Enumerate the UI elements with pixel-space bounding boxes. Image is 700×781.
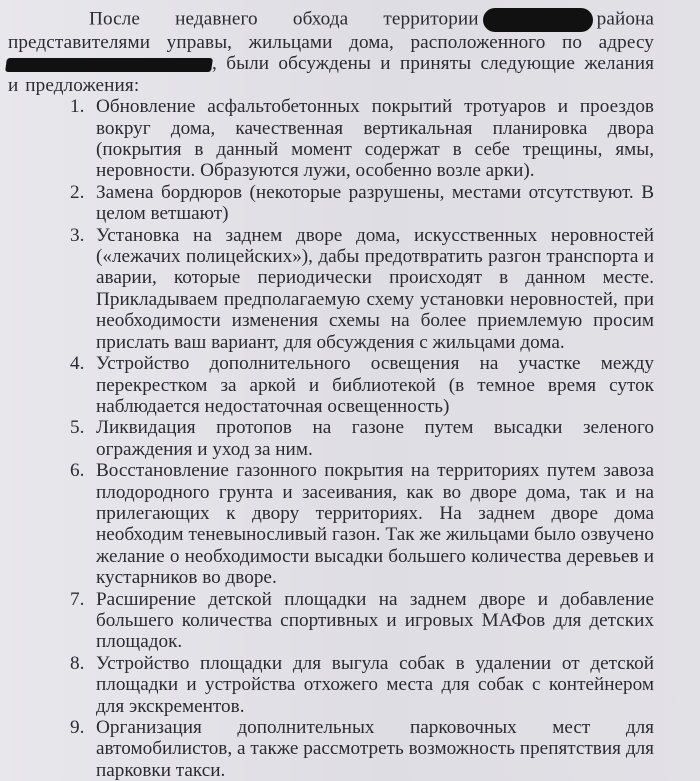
item-text: Замена бордюров (некоторые разрушены, местами отсутствуют. В целом ветшают) bbox=[96, 181, 654, 225]
list-item bbox=[8, 225, 654, 353]
intro-text-2: района представителями управы, жильцами дома, расположенного по адресу bbox=[8, 8, 654, 53]
intro-text-3: , были обсуждены и приняты следующие желания и предложения: bbox=[8, 53, 654, 96]
item-number: 7. bbox=[70, 588, 85, 610]
item-text: Восстановление газонного покрытия на территориях путем завоза плодородного грунта и засеивания, как во дворе дома, так и на прилегающих к двору территориях. На заднем дворе дома необходим теневыносливый газон. Так же жильцами было озвучено желание о необходимости высадки большего количества деревьев и кустарников во дворе. bbox=[96, 460, 654, 589]
redacted-district-block bbox=[483, 8, 593, 32]
item-number: 3. bbox=[70, 224, 85, 246]
item-text: Устройство площадки для выгула собак в удалении от детской площадки и устройства отхожего места для собак с контейнером для экскрементов. bbox=[96, 652, 654, 717]
list-item bbox=[8, 717, 654, 781]
item-text: Устройство дополнительного освещения на участке между перекрестком за аркой и библиотекой (в темное время суток наблюдается недостаточная освещенность) bbox=[96, 353, 654, 417]
item-text: Обновление асфальтобетонных покрытий тротуаров и проездов вокруг дома, качественная вертикальная планировка двора (покрытия в данный момент содержат в себе трещины, ямы, неровности. Образуются лужи, особенно возле арки). bbox=[96, 96, 654, 182]
item-text: Ликвидация протопов на газоне путем высадки зеленого ограждения и уход за ним. bbox=[96, 417, 654, 460]
list-item bbox=[8, 353, 654, 417]
item-text: Организация дополнительных парковочных мест для автомобилистов, а также рассмотреть возможность препятствия для парковки такси. bbox=[96, 717, 654, 781]
item-number: 9. bbox=[70, 717, 85, 738]
item-number: 5. bbox=[70, 417, 85, 439]
item-number: 2. bbox=[70, 181, 85, 203]
document-page bbox=[8, 8, 654, 781]
item-text: Установка на заднем дворе дома, искусственных неровностей («лежачих полицейских»), дабы предотвратить разгон транспорта и аварии, которые периодически происходят в данном месте. Прикладываем предполагаемую схему установки неровностей, при необходимости изменения схемы на более приемлемую просим прислать ваш вариант, для обсуждения с жильцами дома. bbox=[96, 224, 654, 353]
list-item bbox=[8, 653, 654, 717]
item-number: 1. bbox=[70, 96, 85, 118]
list-item bbox=[8, 417, 654, 460]
list-item bbox=[8, 182, 654, 225]
item-number: 4. bbox=[70, 353, 85, 375]
proposals-list bbox=[8, 96, 654, 781]
list-item bbox=[8, 96, 654, 182]
list-item bbox=[8, 460, 654, 588]
item-text: Расширение детской площадки на заднем дворе и добавление большего количества спортивных и игровых МАФов для детских площадок. bbox=[96, 588, 654, 653]
intro-paragraph bbox=[8, 8, 654, 96]
intro-text-1: После недавнего обхода территории bbox=[89, 8, 479, 30]
redacted-address-block bbox=[5, 58, 213, 72]
item-number: 8. bbox=[70, 652, 85, 674]
list-item bbox=[8, 589, 654, 653]
item-number: 6. bbox=[70, 460, 85, 482]
